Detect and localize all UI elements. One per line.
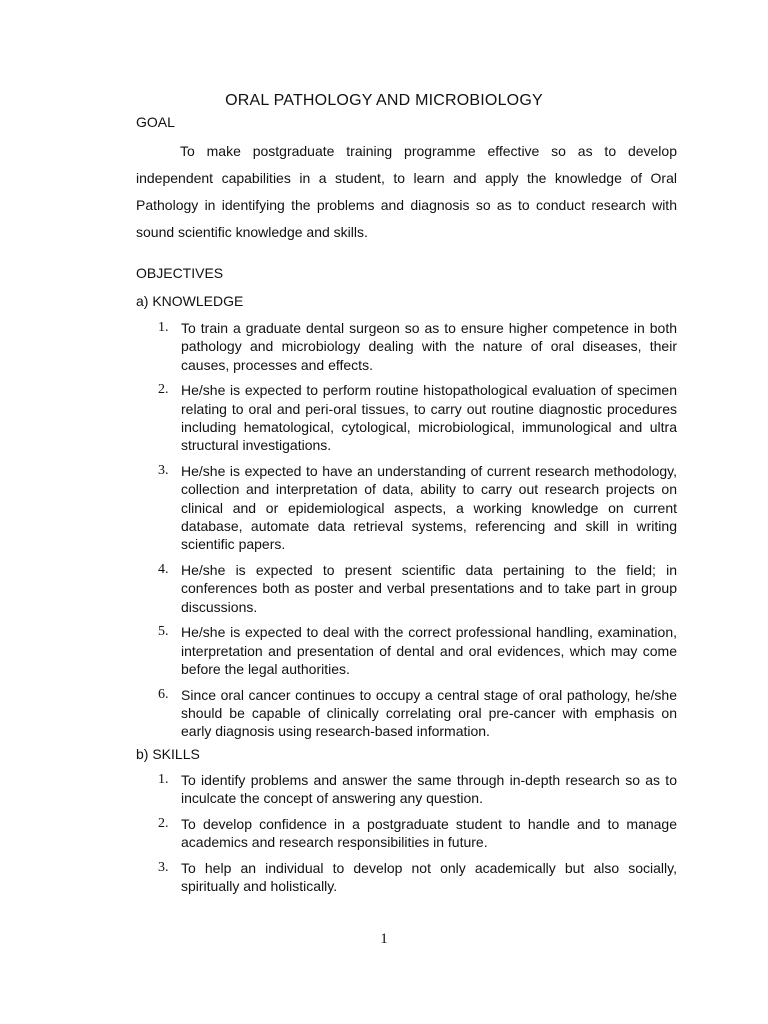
page-number: 1 xyxy=(380,931,388,947)
list-item xyxy=(136,381,677,454)
knowledge-list xyxy=(136,319,677,748)
list-item-text: He/she is expected to perform routine histopathological evaluation of specimen relating to oral and peri-oral tissues, to carry out routine diagnostic procedures including hematological, cytological, microbiological, immunological and ultra structural investigations. xyxy=(181,382,677,454)
list-item xyxy=(136,686,677,741)
list-item-number: 3. xyxy=(158,860,169,876)
list-item xyxy=(136,623,677,678)
page-title: ORAL PATHOLOGY AND MICROBIOLOGY xyxy=(225,92,543,109)
list-item-text: To train a graduate dental surgeon so as to ensure higher competence in both pathology and microbiology dealing with the nature of oral diseases, their causes, processes and effects. xyxy=(181,320,677,373)
list-item xyxy=(136,319,677,374)
goal-paragraph: To make postgraduate training programme effective so as to develop independent capabilities in a student, to learn and apply the knowledge of Oral Pathology in identifying the problems and diagnosis so as to conduct research with sound scientific knowledge and skills. xyxy=(136,143,677,240)
list-item xyxy=(136,771,677,808)
list-item-text: Since oral cancer continues to occupy a central stage of oral pathology, he/she should be capable of clinically correlating oral pre-cancer with emphasis on early diagnosis using research-based information. xyxy=(181,686,677,740)
skills-heading: b) SKILLS xyxy=(136,746,200,762)
list-item-text: He/she is expected to present scientific data pertaining to the field; in conferences both as poster and verbal presentations and to take part in group discussions. xyxy=(181,562,677,615)
list-item xyxy=(136,859,677,896)
list-item-number: 5. xyxy=(158,624,169,640)
list-item-text: To identify problems and answer the same through in-depth research so as to inculcate the concept of answering any question. xyxy=(181,772,677,807)
list-item xyxy=(136,561,677,616)
list-item-text: He/she is expected to have an understanding of current research methodology, collection and interpretation of data, ability to carry out research projects on clinical and or epidemiological aspects, a working knowledge on current database, automate data retrieval systems, referencing and skill in writing scientific papers. xyxy=(181,463,677,553)
list-item-number: 1. xyxy=(158,772,169,787)
goal-heading: GOAL xyxy=(136,114,175,130)
skills-list xyxy=(136,771,677,903)
list-item-number: 4. xyxy=(158,562,169,578)
list-item-number: 2. xyxy=(158,816,169,832)
list-item-number: 6. xyxy=(158,686,169,702)
list-item-number: 3. xyxy=(158,463,169,479)
list-item-text: To develop confidence in a postgraduate student to handle and to manage academics and research responsibilities in future. xyxy=(181,816,677,851)
list-item-text: To help an individual to develop not only academically but also socially, spiritually and holistically. xyxy=(181,860,677,895)
knowledge-heading: a) KNOWLEDGE xyxy=(136,293,244,309)
list-item xyxy=(136,462,677,553)
objectives-heading: OBJECTIVES xyxy=(136,265,224,281)
list-item xyxy=(136,815,677,852)
list-item-number: 1. xyxy=(158,320,169,335)
list-item-number: 2. xyxy=(158,382,169,398)
list-item-text: He/she is expected to deal with the correct professional handling, examination, interpretation and presentation of dental and oral evidences, which may come before the legal authorities. xyxy=(181,624,677,678)
